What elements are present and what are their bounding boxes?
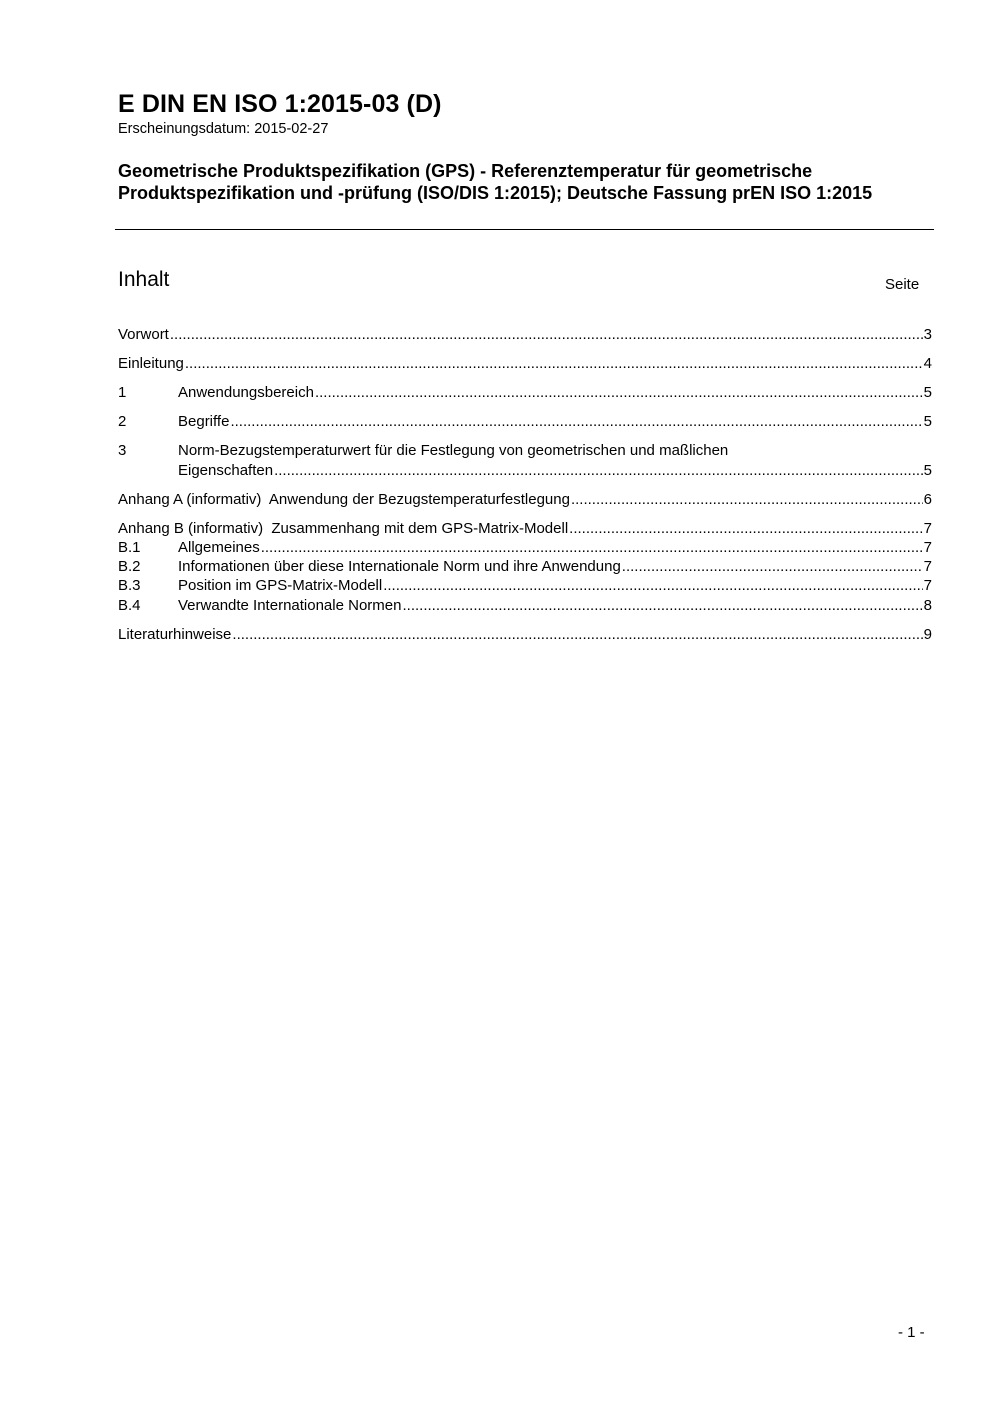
toc-entry-2[interactable] (118, 412, 932, 431)
toc-entry-anhang-b[interactable] (118, 519, 932, 538)
toc-entry-page: 3 (923, 326, 932, 343)
toc-entry-anhang-a[interactable] (118, 490, 932, 509)
toc-entry-number: 1 (118, 384, 127, 401)
toc-entry-page: 8 (923, 597, 932, 614)
toc-entry-einleitung[interactable] (118, 354, 932, 373)
toc-entry-literaturhinweise[interactable] (118, 625, 932, 644)
toc-dot-leader (274, 461, 923, 480)
toc-entry-label: Anhang A (informativ) Anwendung der Bezugstemperaturfestlegung (118, 491, 570, 508)
toc-page-column-label: Seite (885, 276, 920, 293)
toc-dot-leader (170, 325, 923, 344)
toc-entry-page: 6 (923, 491, 932, 508)
toc-dot-leader (383, 576, 922, 595)
toc-entry-page: 7 (923, 558, 932, 575)
toc-entry-label: Einleitung (118, 355, 184, 372)
toc-dot-leader (232, 625, 922, 644)
toc-entry-vorwort[interactable] (118, 325, 932, 344)
toc-entry-page: 5 (923, 462, 932, 479)
toc-entry-page: 5 (923, 413, 932, 430)
toc-entry-b3[interactable] (118, 576, 932, 595)
toc-dot-leader (571, 490, 923, 509)
toc-heading: Inhalt (118, 268, 170, 291)
toc-entry-page: 7 (923, 520, 932, 537)
toc-entry-label: Eigenschaften (178, 462, 274, 479)
document-title: E DIN EN ISO 1:2015-03 (D) (118, 90, 442, 118)
toc-entry-label: Anhang B (informativ) Zusammenhang mit dem GPS-Matrix-Modell (118, 520, 569, 537)
toc-dot-leader (622, 557, 923, 576)
toc-entry-label: Informationen über diese Internationale Norm und ihre Anwendung (178, 558, 621, 575)
toc-entry-label: Literaturhinweise (118, 626, 232, 643)
toc-dot-leader (185, 354, 923, 373)
toc-entry-label: Anwendungsbereich (178, 384, 314, 401)
toc-dot-leader (569, 519, 923, 538)
toc-entry-1[interactable] (118, 383, 932, 402)
toc-entry-number: B.1 (118, 539, 141, 556)
publication-date: Erscheinungsdatum: 2015-02-27 (118, 121, 329, 137)
toc-dot-leader (402, 596, 922, 615)
toc-entry-label: Vorwort (118, 326, 169, 343)
toc-entry-b4[interactable] (118, 596, 932, 615)
toc-entry-page: 7 (923, 577, 932, 594)
toc-entry-b1[interactable] (118, 538, 932, 557)
document-subject: Geometrische Produktspezifikation (GPS) - Referenztemperatur für geometrische Produktspezifikation und -prüfung (ISO/DIS 1:2015); Deutsche Fassung prEN ISO 1:2015 (118, 161, 873, 203)
toc-entry-page: 9 (923, 626, 932, 643)
toc-dot-leader (230, 412, 922, 431)
toc-entry-page: 7 (923, 539, 932, 556)
toc-entry-number: 2 (118, 413, 127, 430)
toc-dot-leader (261, 538, 923, 557)
toc-entry-label-line1: Norm-Bezugstemperaturwert für die Festlegung von geometrischen und maßlichen (178, 442, 729, 459)
title-divider (115, 229, 934, 230)
toc-entry-label: Allgemeines (178, 539, 260, 556)
toc-entry-label: Position im GPS-Matrix-Modell (178, 577, 383, 594)
toc-entry-number: B.3 (118, 577, 141, 594)
toc-entry-b2[interactable] (118, 557, 932, 576)
page-number: - 1 - (898, 1324, 925, 1341)
toc-entry-page: 5 (923, 384, 932, 401)
toc-entry-number: 3 (118, 442, 127, 459)
toc-entry-number: B.2 (118, 558, 141, 575)
toc-dot-leader (315, 383, 923, 402)
toc-entry-label: Verwandte Internationale Normen (178, 597, 402, 614)
toc-entry-label: Begriffe (178, 413, 230, 430)
toc-entry-3[interactable] (118, 461, 932, 480)
toc-entry-3-first-line[interactable] (118, 441, 932, 460)
toc-entry-page: 4 (923, 355, 932, 372)
toc-entry-number: B.4 (118, 597, 141, 614)
